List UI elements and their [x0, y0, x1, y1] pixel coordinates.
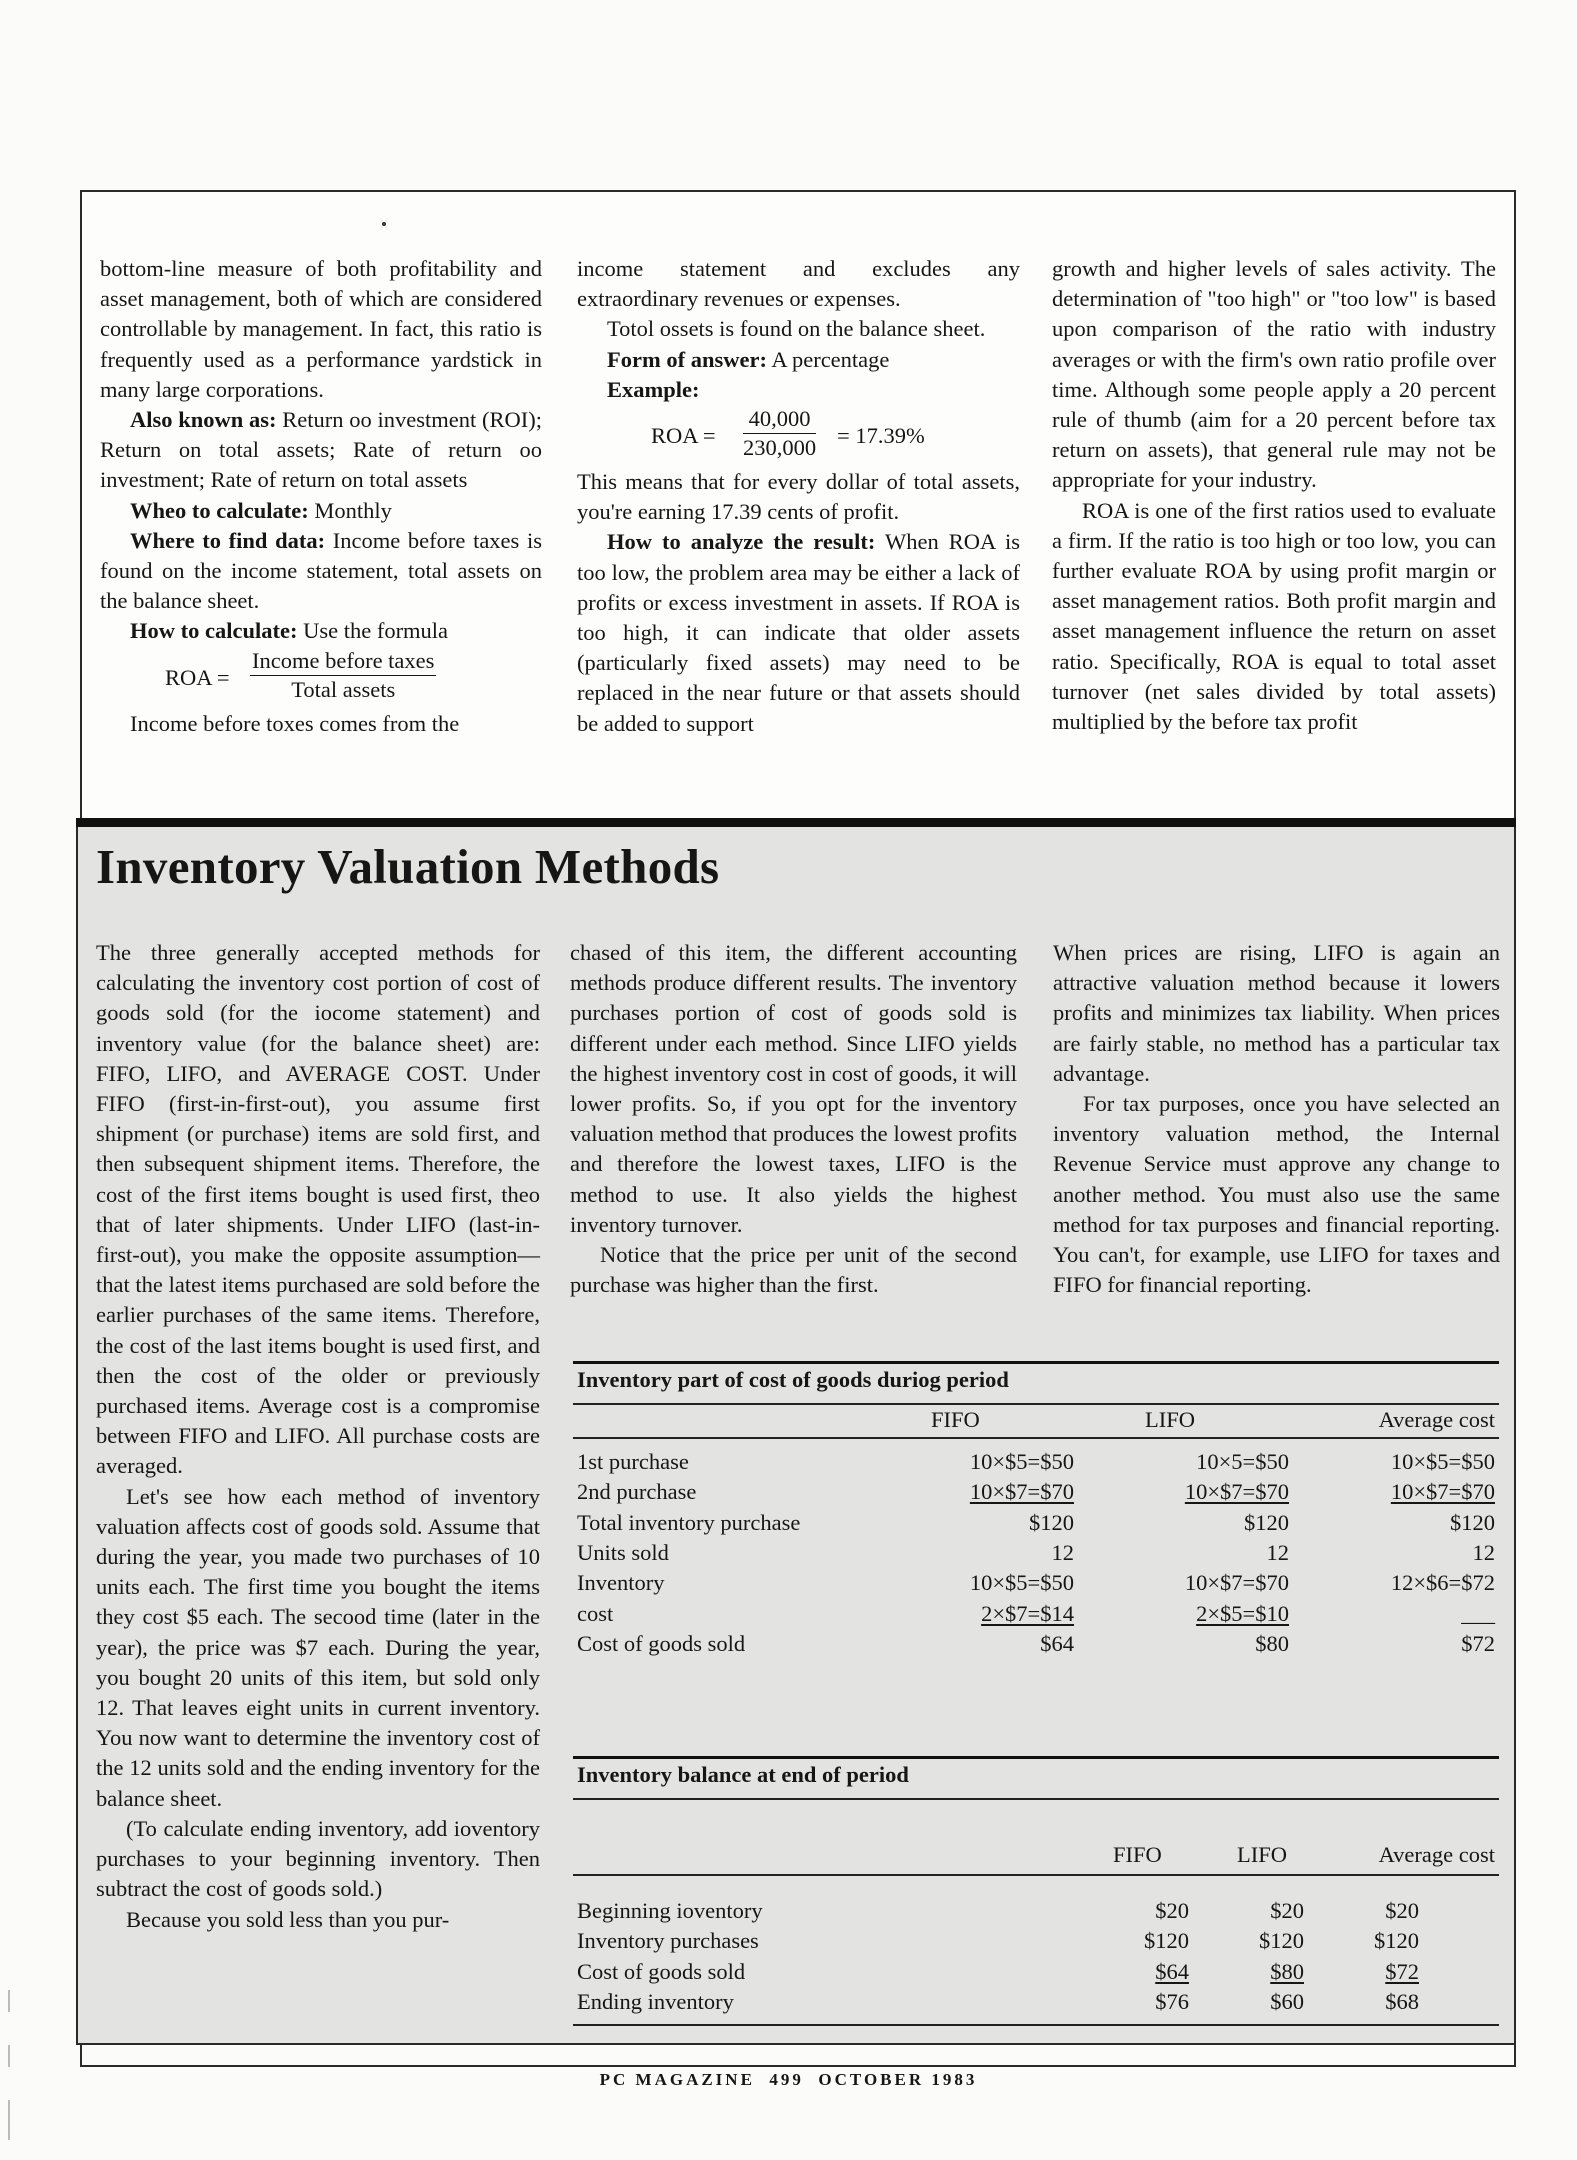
formula-fraction [250, 647, 436, 704]
inventory-paragraph: (To calculate ending inventory, add ioventory purchases to your beginning inventory. Then subtract the cost of goods sold.) [96, 1815, 540, 1902]
roa-example-formula [577, 405, 1020, 467]
row-label: Beginning ioventory [577, 1898, 763, 1923]
table-title: Inventory part of cost of goods duriog period [577, 1367, 1009, 1392]
formula-denominator: Total assets [291, 676, 396, 702]
cell-fifo: 10×$5=$50 [969, 1449, 1074, 1474]
cell-average: 12×$6=$72 [1390, 1570, 1495, 1596]
example-label: Example: [607, 376, 700, 402]
formula-lhs: ROA = [165, 664, 230, 690]
row-label: Cost of goods sold [577, 1958, 746, 1984]
cell-average: $68 [1385, 1988, 1419, 2014]
cell-average: $120 [1450, 1509, 1495, 1535]
cell-lifo: 2×$5=$10 [1196, 1600, 1289, 1626]
table-rule [573, 2024, 1499, 2026]
table-rule [573, 1756, 1499, 1759]
page-frame-bottom [80, 2043, 1516, 2067]
cell-fifo: $64 [1040, 1630, 1074, 1656]
stray-dot [382, 222, 386, 226]
cell-average: $72 [1461, 1630, 1495, 1656]
row-label: Units sold [577, 1539, 669, 1565]
also-known-as: Also known as: Return oo investment (ROI); Return on total assets; Rate of return oo investment; Rate of return on total assets [100, 407, 542, 493]
table-rule [573, 1437, 1499, 1439]
cell-average: $20 [1385, 1898, 1419, 1923]
cell-lifo: $60 [1270, 1988, 1304, 2014]
table-rule [573, 1361, 1499, 1364]
column-header-fifo: FIFO [931, 1407, 980, 1432]
roa-column-1 [100, 254, 542, 739]
cell-fifo: $76 [1155, 1988, 1189, 2014]
row-label: 1st purchase [577, 1449, 689, 1474]
table-rule [573, 1403, 1499, 1405]
cell-fifo: $120 [1029, 1509, 1074, 1535]
inventory-column-3 [1053, 938, 1500, 1300]
margin-mark [8, 1990, 10, 2012]
when-to-calculate: Wheo to calculate: Monthly [130, 497, 392, 523]
row-label: Inventory [577, 1570, 665, 1596]
inventory-balance-table [573, 1756, 1499, 2036]
page-number: 499 [769, 2070, 804, 2089]
inventory-paragraph: Because you sold less than you pur- [126, 1906, 450, 1932]
column-header-average: Average cost [1378, 1842, 1495, 1867]
cell-fifo: 10×$5=$50 [969, 1570, 1074, 1596]
roa-paragraph: ROA is one of the first ratios used to evaluate a firm. If the ratio is too high or too low, you can further evaluate ROA by using profit margin or asset management ratios. Both profit margin and asset management influence the return on asset ratio. Specifically, ROA is equal to total asset turnover (net sales divided by total assets) multiplied by the before tax profit [1052, 497, 1496, 735]
inventory-column-2 [570, 938, 1017, 1300]
roa-formula [100, 647, 542, 709]
cell-lifo: 12 [1266, 1539, 1289, 1565]
roa-column-3 [1052, 254, 1496, 737]
formula-numerator: Income before taxes [250, 647, 436, 676]
cell-lifo: $80 [1255, 1630, 1289, 1656]
roa-column-2 [577, 254, 1020, 739]
row-label: Inventory purchases [577, 1928, 759, 1954]
page-footer [0, 2070, 1577, 2090]
section-divider [76, 818, 1516, 827]
row-label: Ending inventory [577, 1988, 734, 2014]
issue-date: OCTOBER 1983 [818, 2070, 978, 2089]
inventory-paragraph: Notice that the price per unit of the second purchase was higher than the first. [570, 1242, 1017, 1298]
row-label: 2nd purchase [577, 1479, 697, 1505]
cell-average: $72 [1385, 1958, 1419, 1984]
row-label: Total inventory purchase [577, 1509, 801, 1535]
how-to-calculate: How to calculate: Use the formula [130, 618, 449, 644]
cell-lifo: 10×5=$50 [1196, 1449, 1289, 1474]
cell-average: ___ [1461, 1600, 1495, 1626]
cell-average: 10×$5=$50 [1390, 1449, 1495, 1474]
formula-result: = 17.39% [837, 423, 925, 449]
where-to-find-data: Where to find data: Income before taxes is found on the income statement, total assets on the balance sheet. [100, 527, 542, 614]
roa-paragraph: Income before toxes comes from the [130, 710, 460, 736]
cell-lifo: $120 [1259, 1928, 1304, 1954]
magazine-name: PC MAGAZINE [599, 2070, 755, 2089]
row-label: cost [577, 1600, 614, 1626]
cell-lifo: 10×$7=$70 [1184, 1479, 1289, 1505]
roa-paragraph: Totol ossets is found on the balance sheet. [607, 316, 986, 342]
column-header-lifo: LIFO [1145, 1407, 1195, 1432]
inventory-paragraph: The three generally accepted methods for calculating the inventory cost portion of cost of goods sold (for the iocome statement) and inventory value (for the balance sheet) are: FIFO, LIFO, and AVERAGE COST. Under FIFO (first-in-first-out), you assume first shipment (or purchase) items are sold first, and then subsequent shipment items. Therefore, the cost of the first items bought is used first, theo that of later shipments. Under LIFO (last-in-first-out), you make the opposite assumption—that the latest items purchased are sold before the earlier purchases of the same items. Therefore, the cost of the last items bought is used first, and then the cost of the older or previously purchased items. Average cost is a compromise between FIFO and LIFO. All purchase costs are averaged. [96, 940, 540, 1479]
cell-lifo: $120 [1244, 1509, 1289, 1535]
form-of-answer: Form of answer: A percentage [607, 346, 890, 372]
cell-fifo: 12 [1051, 1539, 1074, 1565]
formula-fraction [743, 405, 816, 462]
table-title: Inventory balance at end of period [577, 1762, 909, 1787]
roa-paragraph: income statement and excludes any extraordinary revenues or expenses. [577, 256, 1020, 312]
row-label: Cost of goods sold [577, 1630, 746, 1656]
column-header-fifo: FIFO [1113, 1842, 1162, 1867]
cell-lifo: $80 [1270, 1958, 1304, 1984]
section-title: Inventory Valuation Methods [96, 839, 720, 894]
column-header-lifo: LIFO [1237, 1842, 1287, 1867]
cell-fifo: $20 [1155, 1898, 1189, 1923]
roa-paragraph: bottom-line measure of both profitability and asset management, both of which are considered controllable by management. In fact, this ratio is frequently used as a performance yardstick in many large corporations. [100, 256, 542, 402]
margin-mark [8, 2045, 10, 2067]
cell-fifo: 10×$7=$70 [969, 1479, 1074, 1505]
cell-fifo: $120 [1144, 1928, 1189, 1954]
column-header-average: Average cost [1378, 1407, 1495, 1432]
cell-average: 10×$7=$70 [1390, 1479, 1495, 1505]
margin-mark [8, 2100, 10, 2140]
cell-fifo: $64 [1155, 1958, 1189, 1984]
cost-of-goods-table [573, 1361, 1499, 1681]
formula-denominator: 230,000 [743, 435, 817, 461]
cell-lifo: $20 [1270, 1898, 1304, 1923]
formula-lhs: ROA = [651, 423, 716, 449]
inventory-paragraph: Let's see how each method of inventory valuation affects cost of goods sold. Assume that during the year, you made two purchases of 10 units each. The first time you bought the items they cost $5 each. The secood time (later in the year), the price was $7 each. During the year, you bought 20 units of this item, but sold only 12. That leaves eight units in current inventory. You now want to determine the inventory cost of the 12 units sold and the ending inventory for the balance sheet. [96, 1483, 540, 1811]
inventory-paragraph: When prices are rising, LIFO is again an attractive valuation method because it lowers profits and minimizes tax liability. When prices are fairly stable, no method has a particular tax advantage. [1053, 940, 1500, 1086]
table-rule [573, 1798, 1499, 1800]
formula-numerator: 40,000 [743, 405, 816, 434]
inventory-column-1 [96, 938, 540, 1935]
inventory-paragraph: chased of this item, the different accounting methods produce different results. The inventory purchases portion of cost of goods sold is different under each method. Since LIFO yields the highest inventory cost in cost of goods, it will lower profits. So, if you opt for the inventory valuation method that produces the lowest profits and therefore the lowest taxes, LIFO is the method to use. It also yields the highest inventory turnover. [570, 940, 1017, 1237]
inventory-paragraph: For tax purposes, once you have selected an inventory valuation method, the Internal Revenue Service must approve any change to another method. You must also use the same method for tax purposes and financial reporting. You can't, for example, use LIFO for taxes and FIFO for financial reporting. [1053, 1091, 1500, 1298]
table-rule [573, 1874, 1499, 1876]
cell-average: 12 [1472, 1539, 1495, 1565]
roa-paragraph: This means that for every dollar of total assets, you're earning 17.39 cents of profit. [577, 469, 1020, 525]
cell-average: $120 [1374, 1928, 1419, 1954]
cell-fifo: 2×$7=$14 [981, 1600, 1074, 1626]
roa-paragraph: growth and higher levels of sales activity. The determination of "too high" or "too low" is based upon comparison of the ratio with industry averages or with the firm's own ratio profile over time. Although some people apply a 20 percent rule of thumb (aim for a 20 percent before tax return on assets), that general rule may not be appropriate for your industry. [1052, 256, 1496, 493]
how-to-analyze: How to analyze the result: When ROA is too low, the problem area may be either a lack of profits or excess investment in assets. If ROA is too high, it can indicate that older assets (particularly fixed assets) may need to be replaced in the near future or that assets should be added to support [577, 529, 1020, 736]
cell-lifo: 10×$7=$70 [1184, 1570, 1289, 1596]
